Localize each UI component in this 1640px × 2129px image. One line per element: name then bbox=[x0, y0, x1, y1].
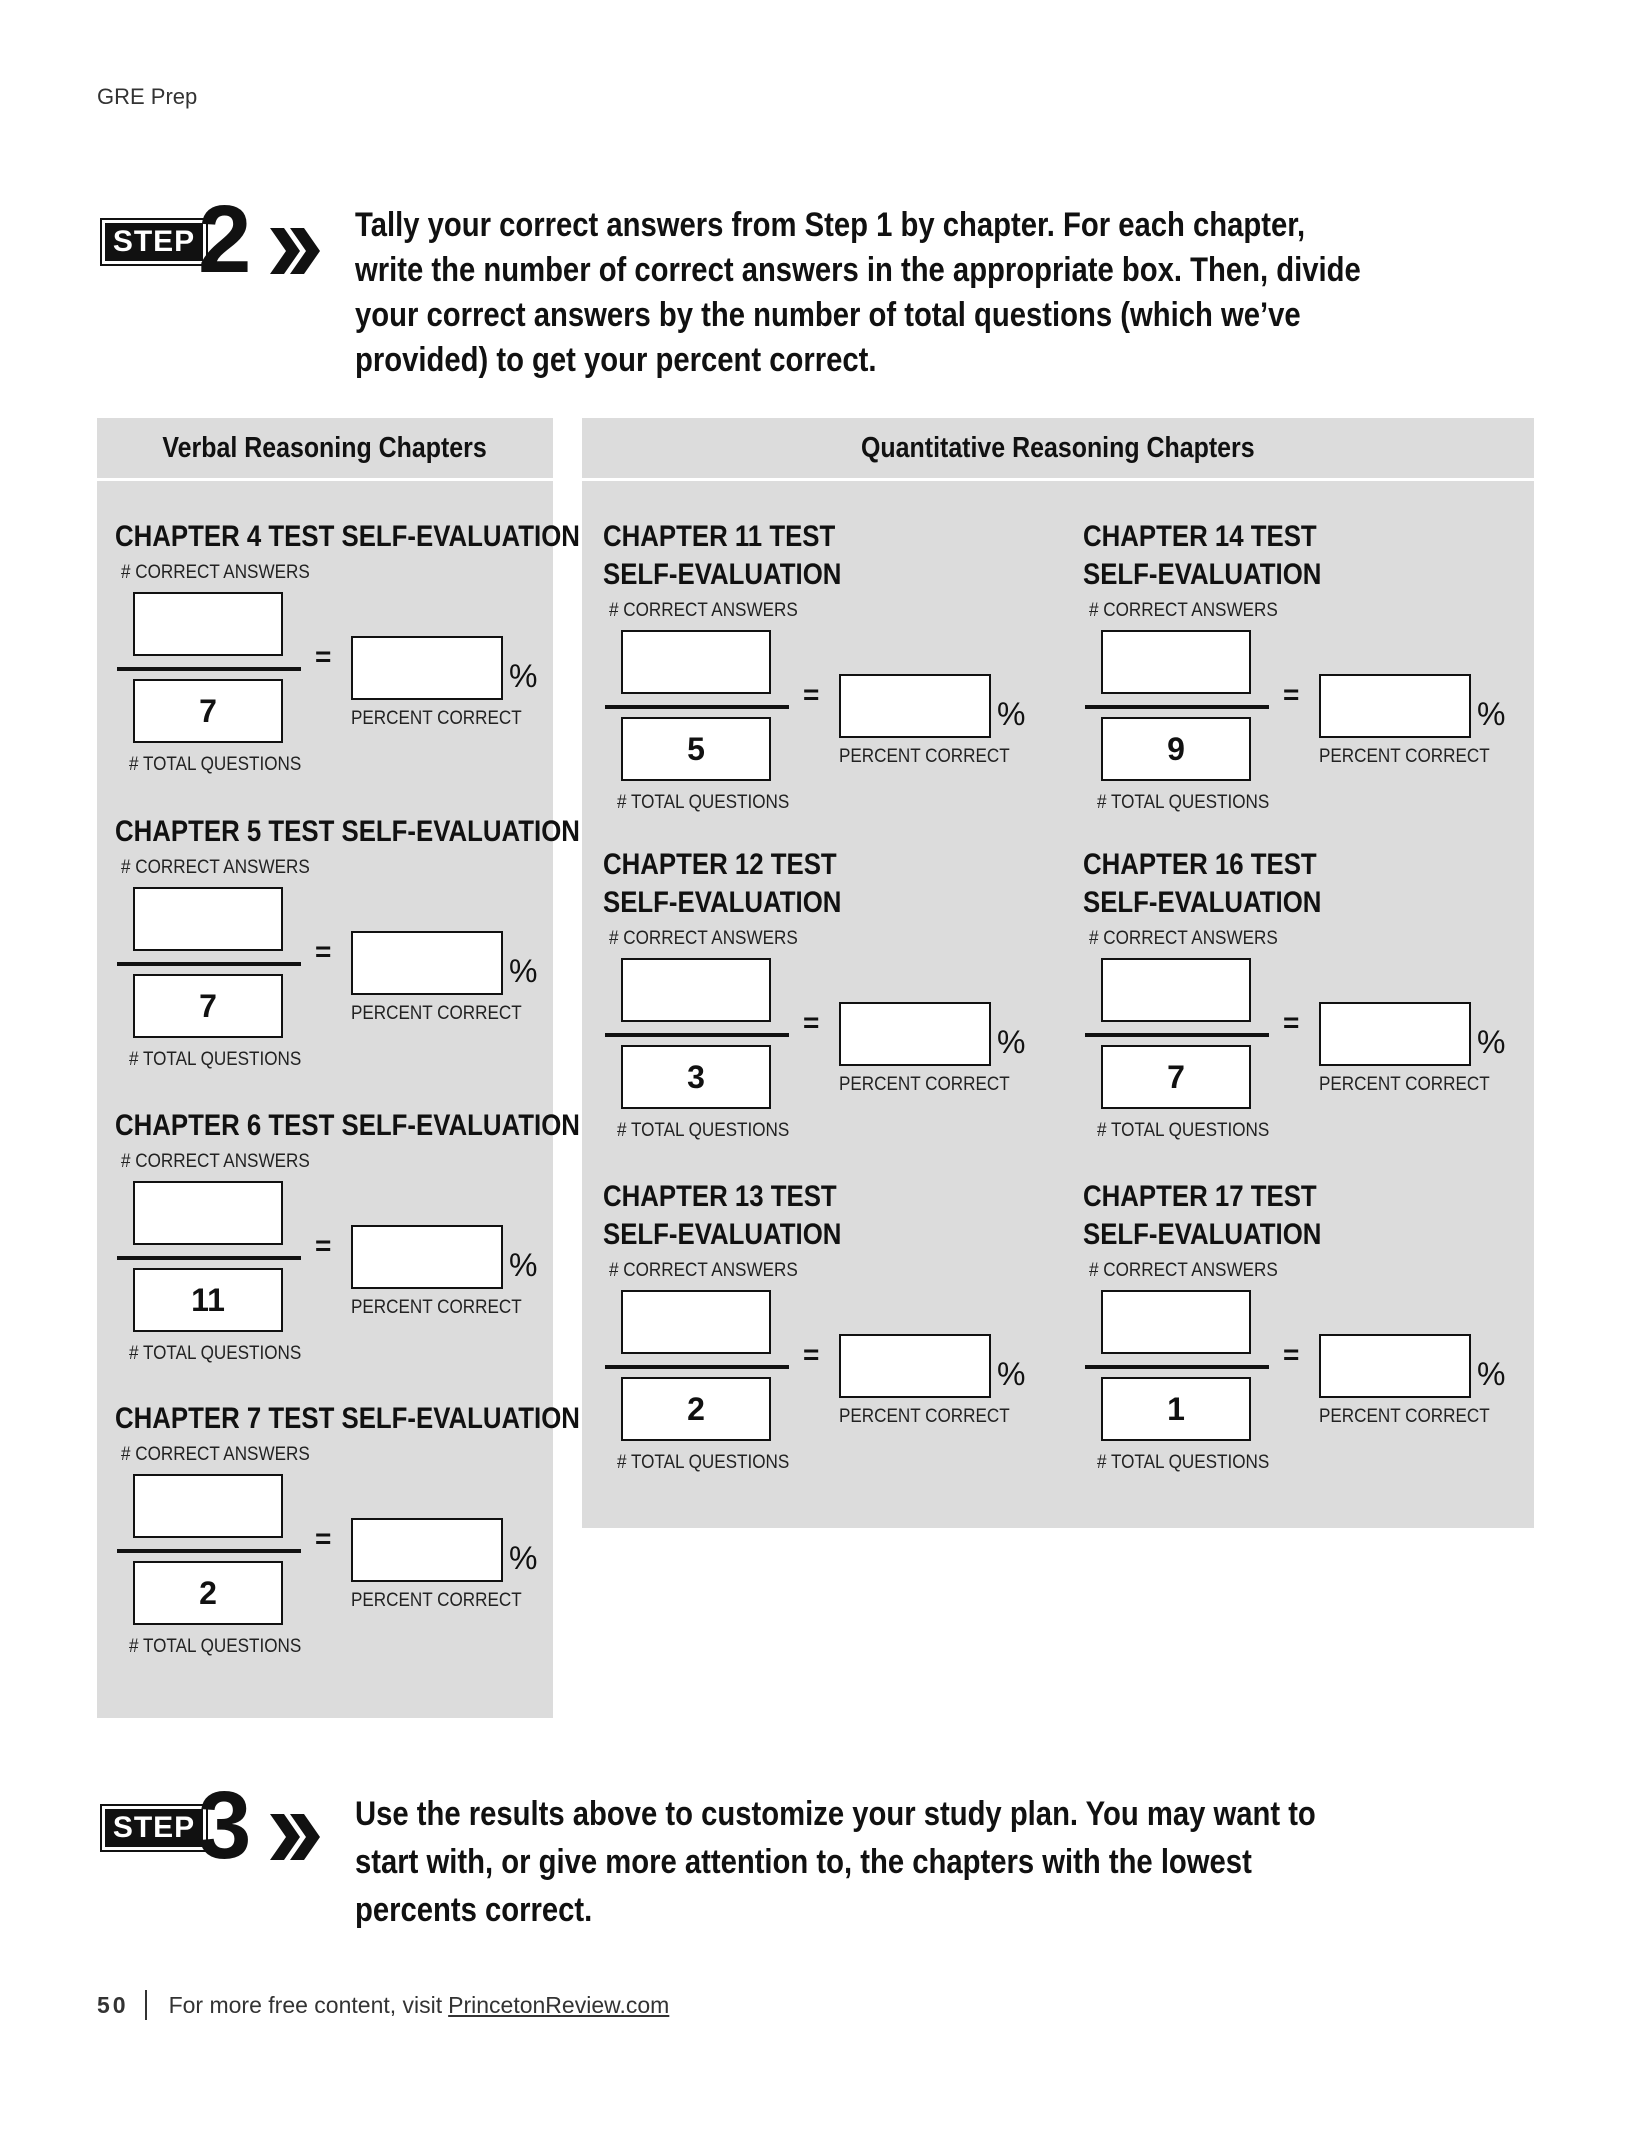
correct-answers-label: # CORRECT ANSWERS bbox=[1089, 1260, 1278, 1281]
total-questions-box: 9 bbox=[1101, 717, 1251, 781]
running-head: GRE Prep bbox=[97, 84, 198, 109]
fraction-line bbox=[605, 1365, 789, 1369]
chapter-title: CHAPTER 17 TEST SELF-EVALUATION bbox=[1083, 1180, 1322, 1251]
double-chevron-icon bbox=[270, 1814, 320, 1860]
total-questions-box: 11 bbox=[133, 1268, 283, 1332]
chapter-card bbox=[115, 1400, 580, 1680]
percent-sign: % bbox=[509, 1540, 538, 1576]
chapter-title: CHAPTER 6 TEST SELF-EVALUATION bbox=[115, 1109, 580, 1142]
equals-sign: = bbox=[803, 1007, 820, 1038]
correct-answers-box[interactable] bbox=[621, 630, 771, 694]
correct-answers-box[interactable] bbox=[133, 1181, 283, 1245]
total-questions-label: # TOTAL QUESTIONS bbox=[617, 1452, 790, 1473]
verbal-heading: Verbal Reasoning Chapters bbox=[97, 418, 553, 481]
fraction-line bbox=[1085, 705, 1269, 709]
total-questions-label: # TOTAL QUESTIONS bbox=[1097, 1452, 1270, 1473]
total-questions-label: # TOTAL QUESTIONS bbox=[129, 1049, 302, 1070]
fraction-line bbox=[117, 667, 301, 671]
percent-sign: % bbox=[997, 1024, 1026, 1060]
percent-correct-box[interactable] bbox=[839, 1002, 991, 1066]
total-questions-label: # TOTAL QUESTIONS bbox=[129, 754, 302, 775]
chapter-card bbox=[1083, 1178, 1523, 1473]
correct-answers-label: # CORRECT ANSWERS bbox=[121, 1444, 310, 1465]
chapter-card bbox=[1083, 846, 1523, 1141]
chapter-title: CHAPTER 11 TEST SELF-EVALUATION bbox=[603, 520, 842, 591]
total-questions-box: 2 bbox=[621, 1377, 771, 1441]
correct-answers-box[interactable] bbox=[621, 1290, 771, 1354]
step-3-instructions: Use the results above to customize your study plan. You may want to start with, or give more attention to, the chapters with the lowest percents correct. bbox=[355, 1795, 1316, 1929]
chapter-card bbox=[603, 518, 1043, 813]
percent-correct-label: PERCENT CORRECT bbox=[351, 1297, 522, 1318]
equals-sign: = bbox=[315, 1523, 332, 1554]
correct-answers-box[interactable] bbox=[1101, 1290, 1251, 1354]
fraction-line bbox=[117, 1256, 301, 1260]
chapter-title: CHAPTER 14 TEST SELF-EVALUATION bbox=[1083, 520, 1322, 591]
step-number: 3 bbox=[198, 1772, 250, 1879]
total-questions-box: 2 bbox=[133, 1561, 283, 1625]
total-questions-box: 1 bbox=[1101, 1377, 1251, 1441]
percent-sign: % bbox=[509, 1247, 538, 1283]
percent-correct-label: PERCENT CORRECT bbox=[351, 708, 522, 729]
equals-sign: = bbox=[315, 641, 332, 672]
double-chevron-icon bbox=[270, 228, 320, 274]
chapter-title: CHAPTER 7 TEST SELF-EVALUATION bbox=[115, 1402, 580, 1435]
chapter-card bbox=[115, 518, 580, 798]
correct-answers-box[interactable] bbox=[1101, 630, 1251, 694]
chapter-title: CHAPTER 13 TEST SELF-EVALUATION bbox=[603, 1180, 842, 1251]
correct-answers-box[interactable] bbox=[133, 1474, 283, 1538]
percent-correct-label: PERCENT CORRECT bbox=[839, 746, 1010, 767]
percent-correct-label: PERCENT CORRECT bbox=[1319, 746, 1490, 767]
percent-correct-label: PERCENT CORRECT bbox=[839, 1406, 1010, 1427]
chapter-title: CHAPTER 16 TEST SELF-EVALUATION bbox=[1083, 848, 1322, 919]
percent-correct-box[interactable] bbox=[1319, 1002, 1471, 1066]
percent-sign: % bbox=[997, 696, 1026, 732]
correct-answers-box[interactable] bbox=[1101, 958, 1251, 1022]
princeton-review-link[interactable]: PrincetonReview.com bbox=[448, 1991, 670, 2018]
percent-correct-box[interactable] bbox=[351, 1225, 503, 1289]
correct-answers-label: # CORRECT ANSWERS bbox=[609, 928, 798, 949]
total-questions-box: 3 bbox=[621, 1045, 771, 1109]
percent-correct-label: PERCENT CORRECT bbox=[1319, 1406, 1490, 1427]
correct-answers-label: # CORRECT ANSWERS bbox=[609, 1260, 798, 1281]
percent-sign: % bbox=[1477, 1356, 1506, 1392]
step-number: 2 bbox=[198, 186, 250, 293]
total-questions-label: # TOTAL QUESTIONS bbox=[129, 1636, 302, 1657]
step-word: STEP bbox=[102, 1806, 206, 1850]
total-questions-box: 7 bbox=[133, 679, 283, 743]
equals-sign: = bbox=[1283, 1339, 1300, 1370]
chapter-title: CHAPTER 12 TEST SELF-EVALUATION bbox=[603, 848, 842, 919]
percent-correct-box[interactable] bbox=[351, 1518, 503, 1582]
page-number: 50 bbox=[97, 1991, 129, 2018]
chapter-title: CHAPTER 4 TEST SELF-EVALUATION bbox=[115, 520, 580, 553]
percent-correct-box[interactable] bbox=[839, 1334, 991, 1398]
chapter-card bbox=[115, 1107, 580, 1387]
equals-sign: = bbox=[315, 1230, 332, 1261]
step-2-instructions: Tally your correct answers from Step 1 by chapter. For each chapter, write the number of correct answers in the appropriate box. Then, divide your correct answers by the number of total questions (which we’ve provided) to get your percent correct. bbox=[355, 206, 1361, 379]
total-questions-label: # TOTAL QUESTIONS bbox=[1097, 1120, 1270, 1141]
total-questions-box: 7 bbox=[1101, 1045, 1251, 1109]
chapter-title: CHAPTER 5 TEST SELF-EVALUATION bbox=[115, 815, 580, 848]
correct-answers-label: # CORRECT ANSWERS bbox=[121, 562, 310, 583]
equals-sign: = bbox=[1283, 1007, 1300, 1038]
correct-answers-label: # CORRECT ANSWERS bbox=[121, 857, 310, 878]
correct-answers-box[interactable] bbox=[621, 958, 771, 1022]
chapter-card bbox=[603, 846, 1043, 1141]
percent-correct-box[interactable] bbox=[351, 931, 503, 995]
total-questions-box: 5 bbox=[621, 717, 771, 781]
page-footer bbox=[97, 1990, 669, 2020]
correct-answers-label: # CORRECT ANSWERS bbox=[1089, 928, 1278, 949]
percent-sign: % bbox=[997, 1356, 1026, 1392]
step-2-badge bbox=[102, 186, 332, 316]
equals-sign: = bbox=[803, 1339, 820, 1370]
total-questions-label: # TOTAL QUESTIONS bbox=[129, 1343, 302, 1364]
correct-answers-label: # CORRECT ANSWERS bbox=[1089, 600, 1278, 621]
percent-correct-label: PERCENT CORRECT bbox=[351, 1003, 522, 1024]
fraction-line bbox=[605, 705, 789, 709]
percent-correct-label: PERCENT CORRECT bbox=[1319, 1074, 1490, 1095]
total-questions-box: 7 bbox=[133, 974, 283, 1038]
correct-answers-box[interactable] bbox=[133, 592, 283, 656]
percent-correct-box[interactable] bbox=[351, 636, 503, 700]
percent-sign: % bbox=[1477, 696, 1506, 732]
equals-sign: = bbox=[803, 679, 820, 710]
footer-text: For more free content, visit bbox=[168, 1991, 443, 2018]
step-3-badge bbox=[102, 1772, 332, 1902]
total-questions-label: # TOTAL QUESTIONS bbox=[617, 1120, 790, 1141]
chapter-card bbox=[1083, 518, 1523, 813]
fraction-line bbox=[605, 1033, 789, 1037]
correct-answers-label: # CORRECT ANSWERS bbox=[121, 1151, 310, 1172]
equals-sign: = bbox=[1283, 679, 1300, 710]
percent-correct-box[interactable] bbox=[1319, 1334, 1471, 1398]
percent-sign: % bbox=[509, 658, 538, 694]
percent-sign: % bbox=[509, 953, 538, 989]
percent-correct-box[interactable] bbox=[1319, 674, 1471, 738]
percent-sign: % bbox=[1477, 1024, 1506, 1060]
fraction-line bbox=[117, 962, 301, 966]
fraction-line bbox=[1085, 1033, 1269, 1037]
total-questions-label: # TOTAL QUESTIONS bbox=[617, 792, 790, 813]
correct-answers-box[interactable] bbox=[133, 887, 283, 951]
footer-divider bbox=[145, 1990, 147, 2020]
percent-correct-label: PERCENT CORRECT bbox=[839, 1074, 1010, 1095]
percent-correct-box[interactable] bbox=[839, 674, 991, 738]
equals-sign: = bbox=[315, 936, 332, 967]
total-questions-label: # TOTAL QUESTIONS bbox=[1097, 792, 1270, 813]
quant-heading: Quantitative Reasoning Chapters bbox=[582, 418, 1534, 481]
correct-answers-label: # CORRECT ANSWERS bbox=[609, 600, 798, 621]
step-word: STEP bbox=[102, 220, 206, 264]
chapter-card bbox=[115, 813, 580, 1093]
chapter-card bbox=[603, 1178, 1043, 1473]
fraction-line bbox=[117, 1549, 301, 1553]
percent-correct-label: PERCENT CORRECT bbox=[351, 1590, 522, 1611]
fraction-line bbox=[1085, 1365, 1269, 1369]
